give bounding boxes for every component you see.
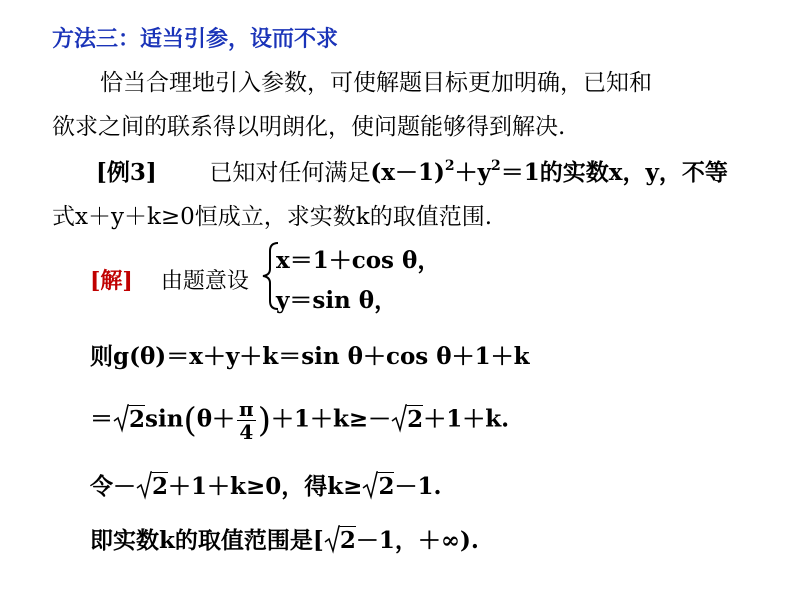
step2-b: sin: [145, 405, 184, 433]
step-3: [90, 468, 441, 501]
step3-rad2: 2: [378, 473, 395, 500]
step4-rad: 2: [339, 527, 356, 554]
solution-setup: 由题意设: [160, 269, 249, 294]
step4-a: 即实数k的取值范围是[: [90, 527, 324, 554]
example-exp-2: 2: [491, 158, 501, 174]
step3-b: ＋1＋k≥0，得k≥: [168, 473, 363, 500]
frac-denominator: 4: [239, 420, 254, 444]
system-eq-1: x＝1＋cos θ，: [276, 247, 441, 274]
step2-c: θ＋: [196, 405, 236, 433]
sqrt-sign-4: [362, 470, 394, 500]
example-text-b: (x－1): [370, 159, 445, 186]
example-line-2: 式x＋y＋k≥0恒成立，求实数k的取值范围.: [52, 204, 493, 230]
step3-c: －1.: [394, 473, 442, 500]
step2-e: ＋1＋k.: [423, 405, 510, 433]
example-text-a: 已知对任何满足: [209, 160, 371, 186]
sqrt-sign-3: [136, 470, 168, 500]
example-text-d: ＝1的实数x，y，不等: [500, 159, 728, 186]
intro-line-1: 恰当合理地引入参数，可使解题目标更加明确，已知和: [100, 70, 652, 96]
step3-a: 令－: [90, 473, 136, 500]
step-1: 则g(θ)＝x＋y＋k＝sin θ＋cos θ＋1＋k: [90, 343, 530, 370]
step2-rad2: 2: [407, 405, 424, 433]
right-paren: ): [257, 400, 271, 441]
step2-a: ＝: [90, 405, 113, 433]
sqrt-sign-2: [391, 403, 423, 433]
pi-over-4-fraction: [237, 398, 256, 443]
system-eq-2: y＝sin θ，: [276, 287, 398, 314]
step-4: [90, 522, 479, 555]
example-exp-1: 2: [444, 158, 455, 174]
frac-numerator: π: [239, 397, 254, 421]
step-2: [90, 398, 509, 443]
step4-b: －1，＋∞).: [355, 527, 479, 554]
solution-tag: [解]: [90, 268, 133, 294]
solution-label: [90, 264, 249, 295]
left-paren: (: [183, 400, 197, 441]
example-tag: [例3]: [96, 159, 157, 186]
example-text-c: ＋y: [454, 159, 492, 186]
sqrt-sign-5: [324, 524, 356, 554]
step2-d: ＋1＋k≥－: [270, 405, 392, 433]
sqrt-sign-1: [113, 403, 145, 433]
step3-rad1: 2: [152, 473, 169, 500]
example-line-1: [96, 154, 728, 187]
method-title: 方法三：适当引参，设而不求: [52, 26, 339, 52]
step2-rad1: 2: [129, 405, 146, 433]
intro-line-2: 欲求之间的联系得以明朗化，使问题能够得到解决.: [52, 114, 566, 140]
